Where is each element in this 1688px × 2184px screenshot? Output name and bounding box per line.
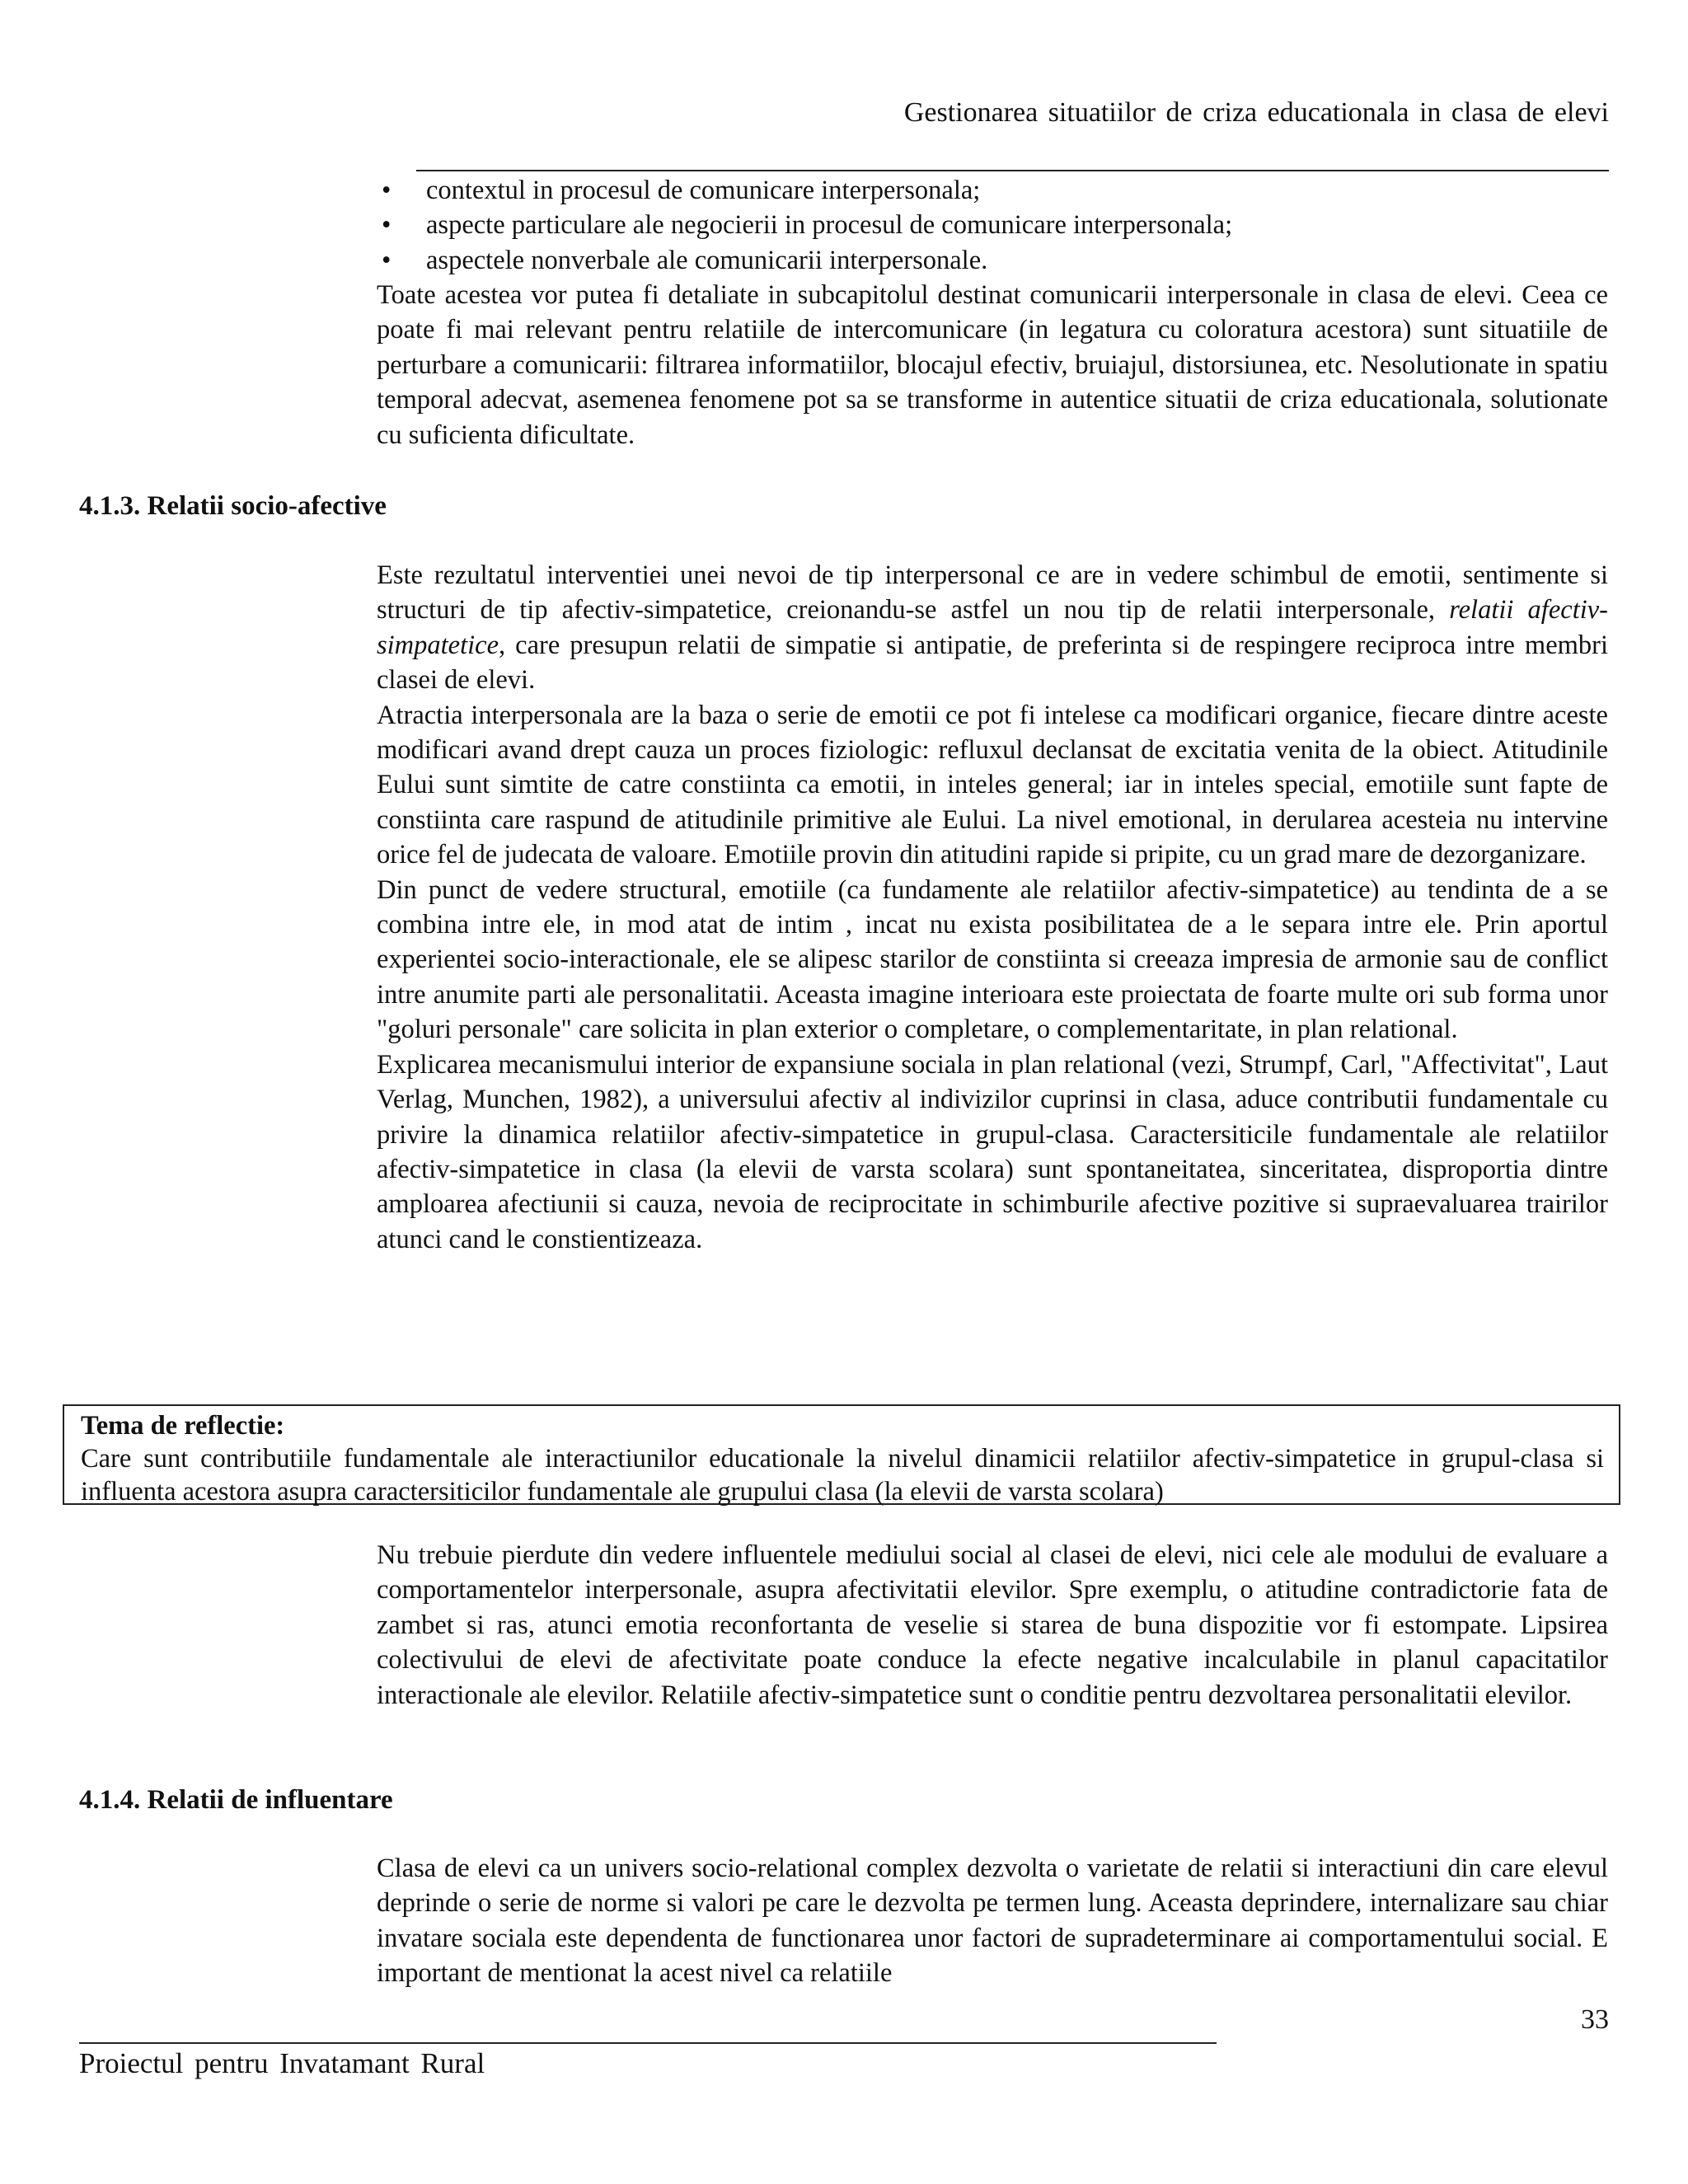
list-item: • contextul in procesul de comunicare interpersonala;	[377, 173, 1608, 208]
section-heading-4-1-3: 4.1.3. Relatii socio-afective	[79, 491, 387, 521]
paragraph-text: , care presupun relatii de simpatie si antipatie, de preferinta si de respingere reciproca intre membri clasei de elevi.	[377, 630, 1608, 696]
paragraph	[377, 558, 1608, 698]
reflection-title: Tema de reflectie:	[81, 1411, 285, 1441]
header-rule	[416, 170, 1609, 171]
section-4-1-3-body	[377, 558, 1608, 1257]
list-item: • aspectele nonverbale ale comunicarii interpersonale.	[377, 243, 1608, 278]
paragraph: Din punct de vedere structural, emotiile (ca fundamente ale relatiilor afectiv-simpatetice) au tendinta de a se combina intre ele, in mod atat de intim , incat nu exista posibilitatea de a le separa intre ele. Prin aportul experientei socio-interactionale, ele se alipesc starilor de constiinta si creeaza impresia de armonie sau de conflict intre anumite parti ale personalitatii. Aceasta imagine interioara este proiectata de foarte multe ori sub forma unor "goluri personale" care solicita in plan exterior o completare, o complementaritate, in plan relational.	[377, 874, 1608, 1045]
running-header: Gestionarea situatiilor de criza educationala in clasa de elevi	[903, 97, 1609, 128]
paragraph: Nu trebuie pierdute din vedere influentele mediului social al clasei de elevi, nici cele ale modului de evaluare a comportamentelor interpersonale, asupra afectivitatii elevilor. Spre exemplu, o atitudine contradictorie fata de zambet si ras, atunci emotia reconfortanta de veselie si starea de buna dispozitie vor fi estompate. Lipsirea colectivului de elevi de afectivitate poate conduce la efecte negative incalculabile in planul capacitatilor interactionale ale elevilor. Relatiile afectiv-simpatetice sunt o conditie pentru dezvoltarea personalitatii elevilor.	[377, 1540, 1608, 1710]
page-number: 33	[1581, 2004, 1609, 2035]
section-4-1-4-body	[377, 1851, 1608, 1991]
footer-rule	[79, 2042, 1217, 2044]
section-heading-4-1-4: 4.1.4. Relatii de influentare	[79, 1785, 393, 1815]
list-item: • aspecte particulare ale negocierii in procesul de comunicare interpersonala;	[377, 208, 1608, 242]
reflection-box	[63, 1404, 1620, 1505]
reflection-text: Care sunt contributiile fundamentale ale interactiunilor educationale la nivelul dinamicii relatiilor afectiv-simpatetice in grupul-clasa si influenta acestora asupra caractersiticilor fundamentale ale grupului clasa (la elevii de varsta scolara)	[81, 1444, 1604, 1507]
intro-paragraph: Toate acestea vor putea fi detaliate in subcapitolul destinat comunicarii interpersonale in clasa de elevi. Ceea ce poate fi mai relevant pentru relatiile de intercomunicare (in legatura cu coloratura acestora) sunt situatiile de perturbare a comunicarii: filtrarea informatiilor, blocajul efectiv, bruiajul, distorsiunea, etc. Nesolutionate in spatiu temporal adecvat, asemenea fenomene pot sa se transforme in autentice situatii de criza educationala, solutionate cu suficienta dificultate.	[377, 280, 1608, 450]
italic-term: relatii afectiv-simpatetice	[377, 595, 1608, 660]
paragraph: Atractia interpersonala are la baza o serie de emotii ce pot fi intelese ca modificari organice, fiecare dintre aceste modificari avand drept cauza un proces fiziologic: refluxul declansat de excitatia venita de la obiect. Atitudinile Eului sunt simtite de catre constiinta ca emotii, in inteles general; iar in inteles special, emotiile sunt fapte de constiinta care raspund de atitudinile primitive ale Eului. La nivel emotional, in derularea acesteia nu intervine orice fel de judecata de valoare. Emotiile provin din atitudini rapide si pripite, cu un grad mare de dezorganizare.	[377, 700, 1608, 870]
paragraph: Clasa de elevi ca un univers socio-relational complex dezvolta o varietate de relatii si interactiuni din care elevul deprinde o serie de norme si valori pe care le dezvolta pe termen lung. Aceasta deprindere, internalizare sau chiar invatare sociala este dependenta de functionarea unor factori de supradeterminare ai comportamentului social. E important de mentionat la acest nivel ca relatiile	[377, 1854, 1608, 1989]
footer-project-name: Proiectul pentru Invatamant Rural	[79, 2047, 485, 2079]
paragraph: Explicarea mecanismului interior de expansiune sociala in plan relational (vezi, Strumpf, Carl, "Affectivitat", Laut Verlag, Munchen, 1982), a universului afectiv al indivizilor cuprinsi in clasa, aduce contributii fundamentale cu privire la dinamica relatiilor afectiv-simpatetice in grupul-clasa. Caractersiticile fundamentale ale relatiilor afectiv-simpatetice in clasa (la elevii de varsta scolara) sunt spontaneitatea, sinceritatea, disproportia dintre amploarea afectiunii si cauza, nevoia de reciprocitate in schimburile afective pozitive si supraevaluarea trairilor atunci cand le constientizeaza.	[377, 1049, 1608, 1254]
paragraph-text: Este rezultatul interventiei unei nevoi de tip interpersonal ce are in vedere schimbul de emotii, sentimente si structuri de tip afectiv-simpatetice, creionandu-se astfel un nou tip de relatii interpersonale,	[377, 560, 1608, 626]
after-reflection-block	[377, 1538, 1608, 1713]
bullet-list	[377, 173, 1608, 278]
intro-paragraph-block	[377, 278, 1608, 452]
